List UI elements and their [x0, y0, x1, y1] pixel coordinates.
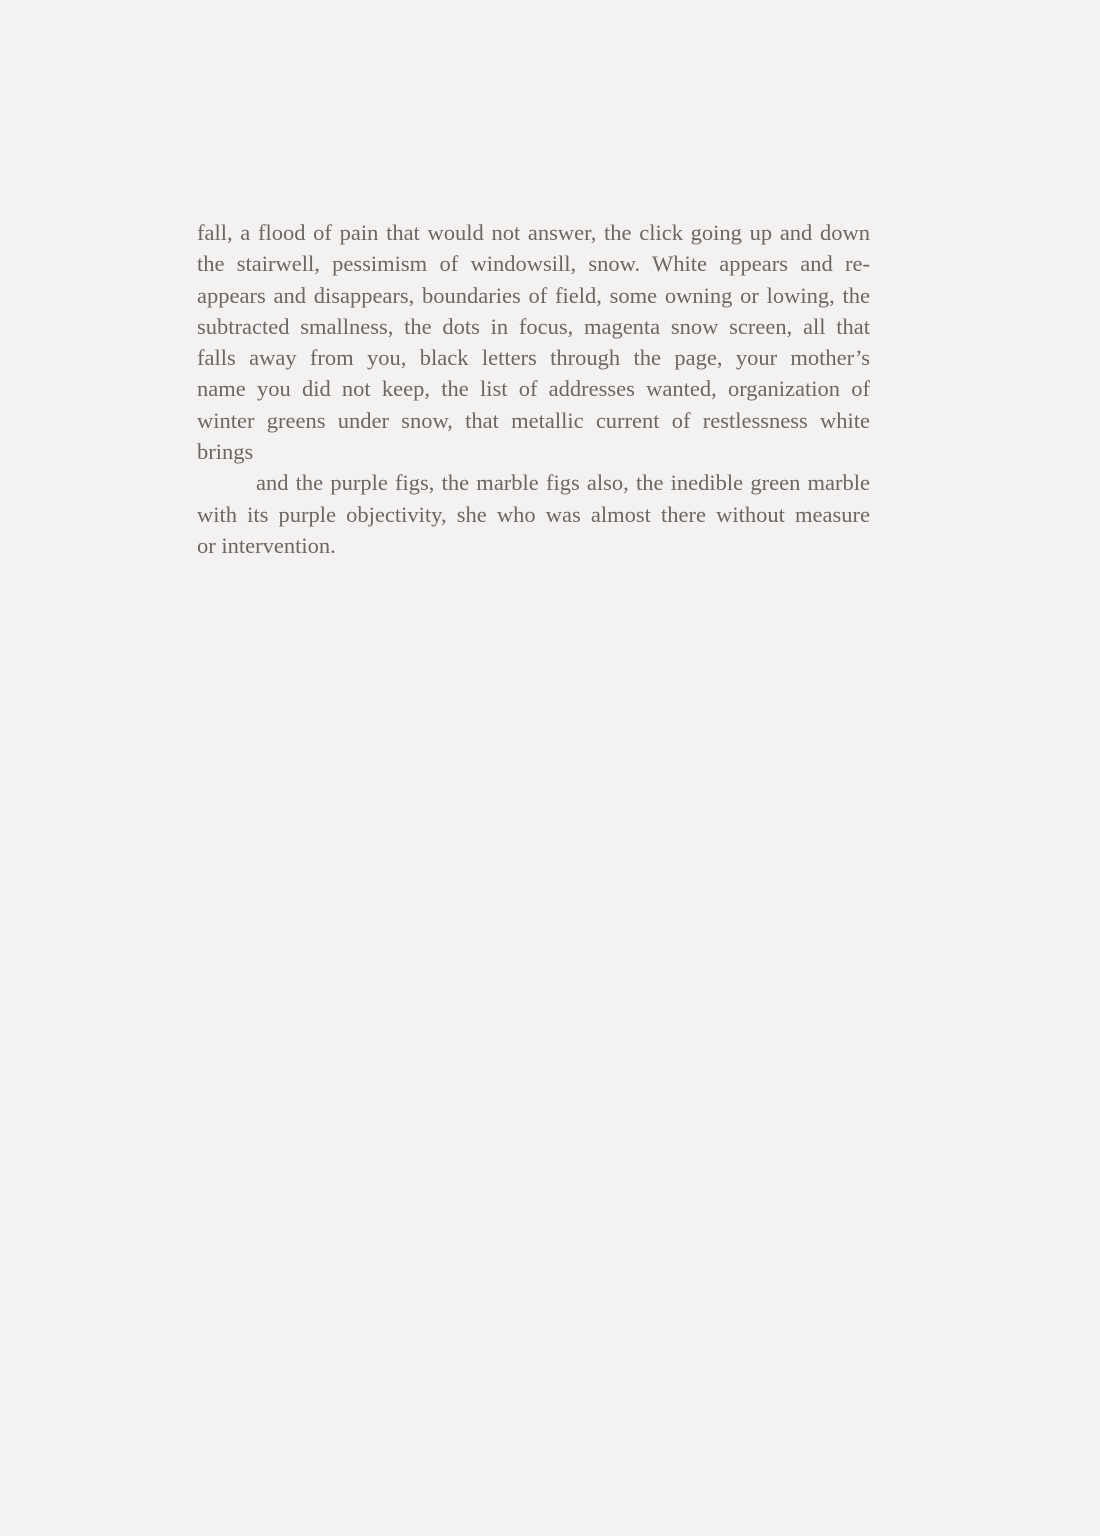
paragraph-1 [197, 217, 870, 467]
text-line: brings [197, 439, 254, 465]
text-line: the stairwell, pessimism of windowsill, snow. White appears and re- [197, 251, 870, 277]
text-line: fall, a flood of pain that would not answer, the click going up and down [197, 220, 870, 245]
text-line: subtracted smallness, the dots in focus, magenta snow screen, all that [197, 313, 870, 339]
text-line: with its purple objectivity, she who was almost there without measure [197, 501, 870, 527]
text-line: name you did not keep, the list of addresses wanted, organization of [197, 376, 870, 402]
paragraph-2 [197, 467, 870, 561]
text-line: or intervention. [197, 532, 336, 558]
text-line: winter greens under snow, that metallic current of restlessness white [197, 407, 870, 433]
text-line: and the purple figs, the marble figs also, the inedible green marble [256, 470, 870, 496]
body-text [197, 217, 870, 561]
text-line: appears and disappears, boundaries of field, some owning or lowing, the [197, 282, 870, 308]
text-line: falls away from you, black letters through the page, your mother’s [197, 345, 870, 371]
